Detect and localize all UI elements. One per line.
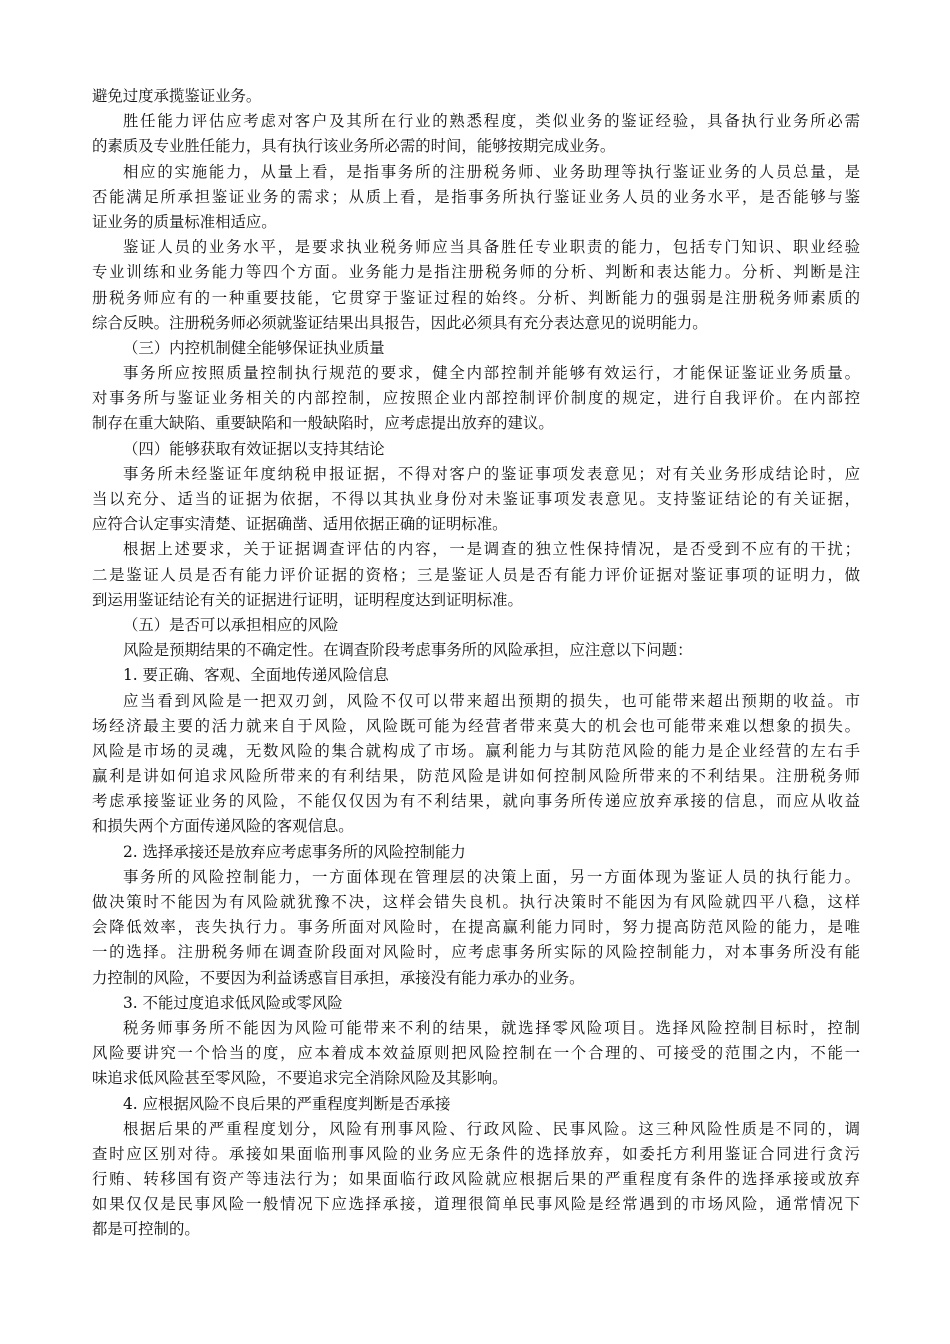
paragraph-line: 会降低效率，丧失执行力。事务所面对风险时，在提高赢利能力同时，努力提高防范风险的能力，是唯 (92, 918, 860, 937)
paragraph-line: 赢利是讲如何追求风险所带来的有利结果，防范风险是讲如何控制风险所带来的不利结果。注册税务师 (92, 767, 860, 786)
paragraph-line: 专业训练和业务能力等四个方面。业务能力是指注册税务师的分析、判断和表达能力。分析、判断是注 (92, 263, 860, 282)
paragraph-line: 册税务师应有的一种重要技能，它贯穿于鉴证过程的始终。分析、判断能力的强弱是注册税务师素质的 (92, 288, 860, 307)
paragraph-line: 查时应区别对待。承接如果面临刑事风险的业务应无条件的选择放弃，如委托方利用鉴证合同进行贪污 (92, 1144, 860, 1163)
paragraph-line: 都是可控制的。 (92, 1220, 200, 1239)
paragraph-line: 的素质及专业胜任能力，具有执行该业务所必需的时间，能够按期完成业务。 (92, 137, 616, 156)
paragraph-line: 胜任能力评估应考虑对客户及其所在行业的熟悉程度，类似业务的鉴证经验，具备执行业务所必需 (123, 112, 860, 131)
paragraph-line: 行贿、转移国有资产等违法行为；如果面临行政风险就应根据后果的严重程度有条件的选择承接或放弃 (92, 1170, 860, 1189)
paragraph-line: 一的选择。注册税务师在调查阶段面对风险时，应考虑事务所实际的风险控制能力，对本事务所没有能 (92, 943, 860, 962)
paragraph-line: 证业务的质量标准相适应。 (92, 212, 277, 231)
paragraph-line: 和损失两个方面传递风险的客观信息。 (92, 817, 354, 836)
paragraph-line: 税务师事务所不能因为风险可能带来不利的结果，就选择零风险项目。选择风险控制目标时，控制 (123, 1018, 860, 1037)
paragraph-line: 考虑承接鉴证业务的风险，不能仅仅因为有不利结果，就向事务所传递应放弃承接的信息，而应从收益 (92, 792, 860, 811)
paragraph-line: 根据上述要求，关于证据调查评估的内容，一是调查的独立性保持情况，是否受到不应有的干扰； (123, 540, 860, 559)
paragraph-line: 事务所未经鉴证年度纳税申报证据，不得对客户的鉴证事项发表意见；对有关业务形成结论时，应 (123, 464, 860, 483)
paragraph-line: 味追求低风险甚至零风险，不要追求完全消除风险及其影响。 (92, 1069, 508, 1088)
paragraph-line: 对事务所与鉴证业务相关的内部控制，应按照企业内部控制评价制度的规定，进行自我评价。在内部控 (92, 389, 860, 408)
paragraph-line: 力控制的风险，不要因为利益诱惑盲目承担，承接没有能力承办的业务。 (92, 968, 585, 987)
paragraph-line: 当以充分、适当的证据为依据，不得以其执业身份对未鉴证事项发表意见。支持鉴证结论的有关证据， (92, 490, 860, 508)
numbered-heading: 1. 要正确、客观、全面地传递风险信息 (123, 666, 389, 685)
section-heading: （四）能够获取有效证据以支持其结论 (123, 439, 385, 458)
paragraph-line: 到运用鉴证结论有关的证据进行证明，证明程度达到证明标准。 (92, 590, 523, 609)
paragraph-line: 制存在重大缺陷、重要缺陷和一般缺陷时，应考虑提出放弃的建议。 (92, 414, 554, 433)
paragraph-line: 应当看到风险是一把双刃剑，风险不仅可以带来超出预期的损失，也可能带来超出预期的收益。市 (123, 691, 860, 710)
numbered-heading: 2. 选择承接还是放弃应考虑事务所的风险控制能力 (123, 842, 466, 861)
paragraph-line: 应符合认定事实清楚、证据确凿、适用依据正确的证明标准。 (92, 515, 508, 534)
section-heading: （五）是否可以承担相应的风险 (123, 615, 339, 634)
paragraph-line: 风险要讲究一个恰当的度，应本着成本效益原则把风险控制在一个合理的、可接受的范围之内，不能一 (92, 1044, 860, 1063)
numbered-heading: 4. 应根据风险不良后果的严重程度判断是否承接 (123, 1094, 451, 1113)
paragraph-line: 相应的实施能力，从量上看，是指事务所的注册税务师、业务助理等执行鉴证业务的人员总量，是 (123, 162, 860, 181)
section-heading: （三）内控机制健全能够保证执业质量 (123, 338, 385, 357)
numbered-heading: 3. 不能过度追求低风险或零风险 (123, 993, 343, 1012)
paragraph-line: 二是鉴证人员是否有能力评价证据的资格；三是鉴证人员是否有能力评价证据对鉴证事项的证明力，做 (92, 565, 860, 584)
paragraph-line: 风险是预期结果的不确定性。在调查阶段考虑事务所的风险承担，应注意以下问题： (123, 641, 693, 660)
paragraph-line: 事务所应按照质量控制执行规范的要求，健全内部控制并能够有效运行，才能保证鉴证业务质量。 (123, 364, 860, 383)
paragraph-line: 鉴证人员的业务水平，是要求执业税务师应当具备胜任专业职责的能力，包括专门知识、职业经验 (123, 238, 860, 257)
paragraph-line: 综合反映。注册税务师必须就鉴证结果出具报告，因此必须具有充分表达意见的说明能力。 (92, 313, 708, 332)
paragraph-line: 否能满足所承担鉴证业务的需求；从质上看，是指事务所执行鉴证业务人员的业务水平，是否能够与鉴 (92, 187, 860, 206)
document-page (92, 84, 860, 1243)
paragraph-line: 做决策时不能因为有风险就犹豫不决，这样会错失良机。执行决策时不能因为有风险就四平八稳，这样 (92, 893, 860, 911)
paragraph-line: 根据后果的严重程度划分，风险有刑事风险、行政风险、民事风险。这三种风险性质是不同的，调 (123, 1119, 860, 1138)
paragraph-line: 如果仅仅是民事风险一般情况下应选择承接，道理很简单民事风险是经常遇到的市场风险，通常情况下 (92, 1195, 860, 1214)
paragraph-line: 场经济最主要的活力就来自于风险，风险既可能为经营者带来莫大的机会也可能带来难以想象的损失。 (92, 716, 860, 735)
paragraph-line: 风险是市场的灵魂，无数风险的集合就构成了市场。赢利能力与其防范风险的能力是企业经营的左右手 (92, 741, 860, 760)
paragraph-line: 避免过度承揽鉴证业务。 (92, 87, 262, 105)
paragraph-line: 事务所的风险控制能力，一方面体现在管理层的决策上面，另一方面体现为鉴证人员的执行能力。 (123, 867, 860, 886)
